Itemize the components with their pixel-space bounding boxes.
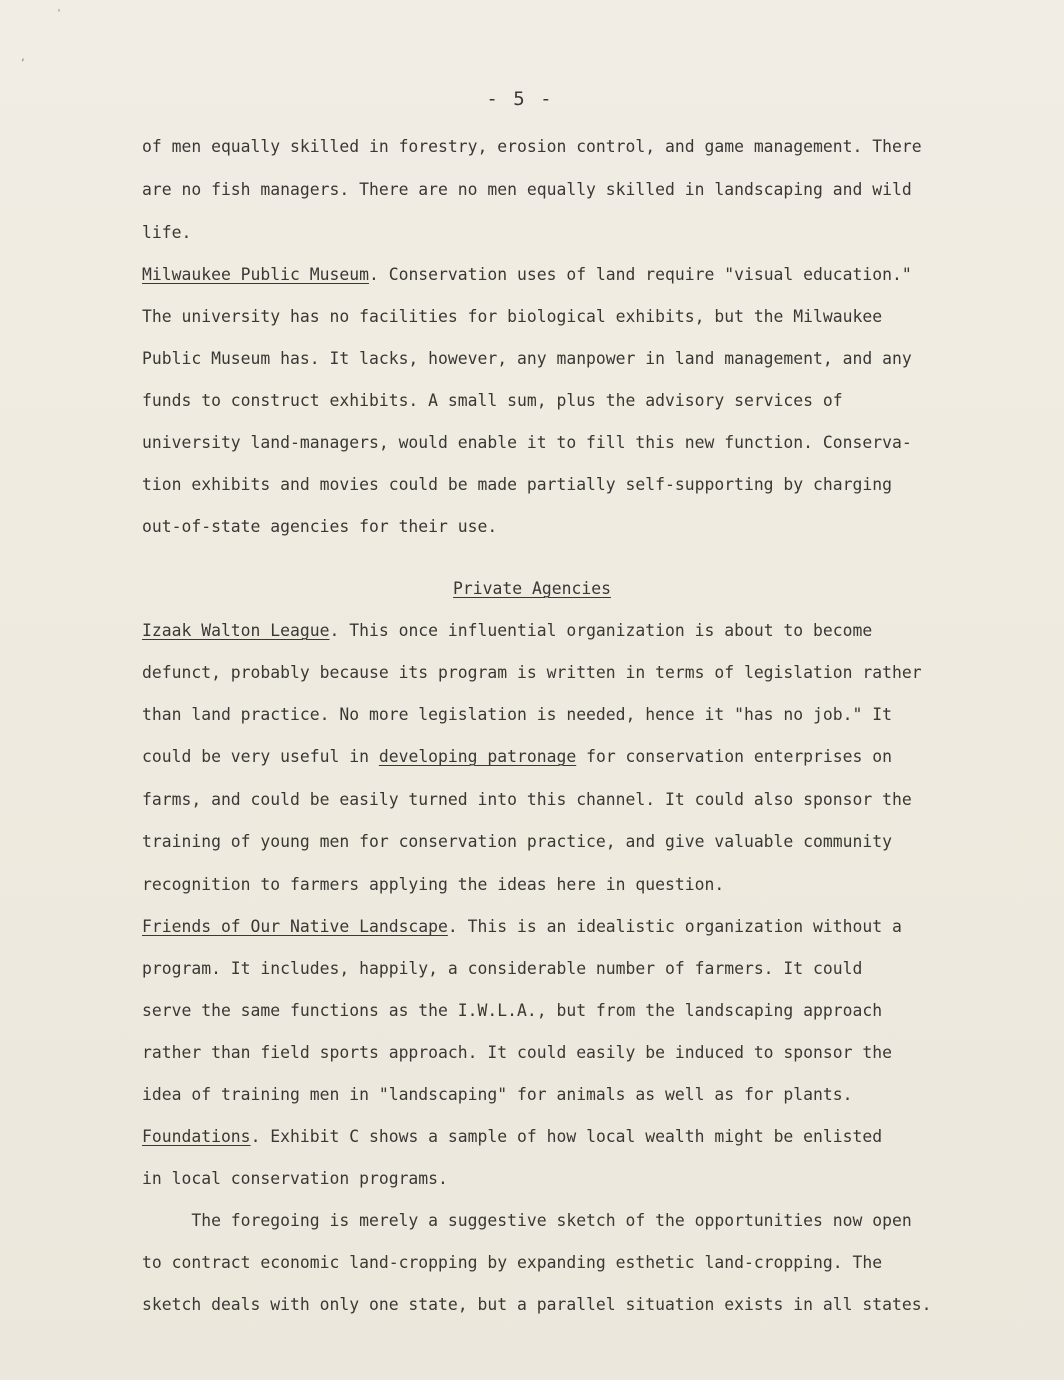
text-line: farms, and could be easily turned into this channel. It could also sponsor the xyxy=(142,790,912,809)
text-line: in local conservation programs. xyxy=(142,1169,448,1188)
section-heading-private-agencies: Private Agencies xyxy=(453,579,611,598)
text-line: The foregoing is merely a suggestive sketch of the opportunities now open xyxy=(142,1211,912,1230)
page-number: - 5 - xyxy=(486,88,554,110)
section-heading-friends-of-our-native-landscape: Friends of Our Native Landscape xyxy=(142,917,448,936)
text-line: to contract economic land-cropping by expanding esthetic land-cropping. The xyxy=(142,1253,883,1272)
section-title xyxy=(0,574,1064,604)
section-heading-izaak-walton-league: Izaak Walton League xyxy=(142,621,330,640)
text-line: idea of training men in "landscaping" for animals as well as for plants. xyxy=(142,1085,853,1104)
text-line: training of young men for conservation practice, and give valuable community xyxy=(142,832,892,851)
text-line: The university has no facilities for biological exhibits, but the Milwaukee xyxy=(142,307,883,326)
text-line: funds to construct exhibits. A small sum, plus the advisory services of xyxy=(142,391,843,410)
text-line: defunct, probably because its program is written in terms of legislation rather xyxy=(142,663,922,682)
text-line xyxy=(142,616,1002,646)
text-line: sketch deals with only one state, but a parallel situation exists in all states. xyxy=(142,1295,932,1314)
text-line xyxy=(142,1122,1002,1152)
text-line: Public Museum has. It lacks, however, any manpower in land management, and any xyxy=(142,349,912,368)
line-text: . Conservation uses of land require "visual education." xyxy=(368,265,912,284)
text-line: serve the same functions as the I.W.L.A., but from the landscaping approach xyxy=(142,1001,883,1020)
line-text: could be very useful in xyxy=(142,747,379,766)
paper-speck: ' xyxy=(56,8,63,19)
text-line: recognition to farmers applying the ideas here in question. xyxy=(142,875,725,894)
line-text: . This once influential organization is about to become xyxy=(329,621,873,640)
text-line: tion exhibits and movies could be made partially self-supporting by charging xyxy=(142,475,892,494)
text-line: university land-managers, would enable it to fill this new function. Conserva- xyxy=(142,433,912,452)
line-text: for conservation enterprises on xyxy=(576,747,892,766)
section-heading-foundations: Foundations xyxy=(142,1127,251,1146)
line-text: . This is an idealistic organization without a xyxy=(447,917,902,936)
text-line: life. xyxy=(142,223,192,242)
text-line: of men equally skilled in forestry, erosion control, and game management. There xyxy=(142,137,922,156)
line-text: . Exhibit C shows a sample of how local wealth might be enlisted xyxy=(250,1127,883,1146)
text-line: out-of-state agencies for their use. xyxy=(142,517,498,536)
paper-speck: , xyxy=(20,52,27,63)
text-line xyxy=(142,260,1002,290)
text-line: program. It includes, happily, a considerable number of farmers. It could xyxy=(142,959,863,978)
section-heading-milwaukee-public-museum: Milwaukee Public Museum xyxy=(142,265,369,284)
text-line xyxy=(142,742,1002,772)
text-line: are no fish managers. There are no men equally skilled in landscaping and wild xyxy=(142,180,912,199)
text-line xyxy=(142,912,1002,942)
underlined-phrase: developing patronage xyxy=(378,747,577,766)
text-line: rather than field sports approach. It could easily be induced to sponsor the xyxy=(142,1043,892,1062)
text-line: than land practice. No more legislation is needed, hence it "has no job." It xyxy=(142,705,892,724)
